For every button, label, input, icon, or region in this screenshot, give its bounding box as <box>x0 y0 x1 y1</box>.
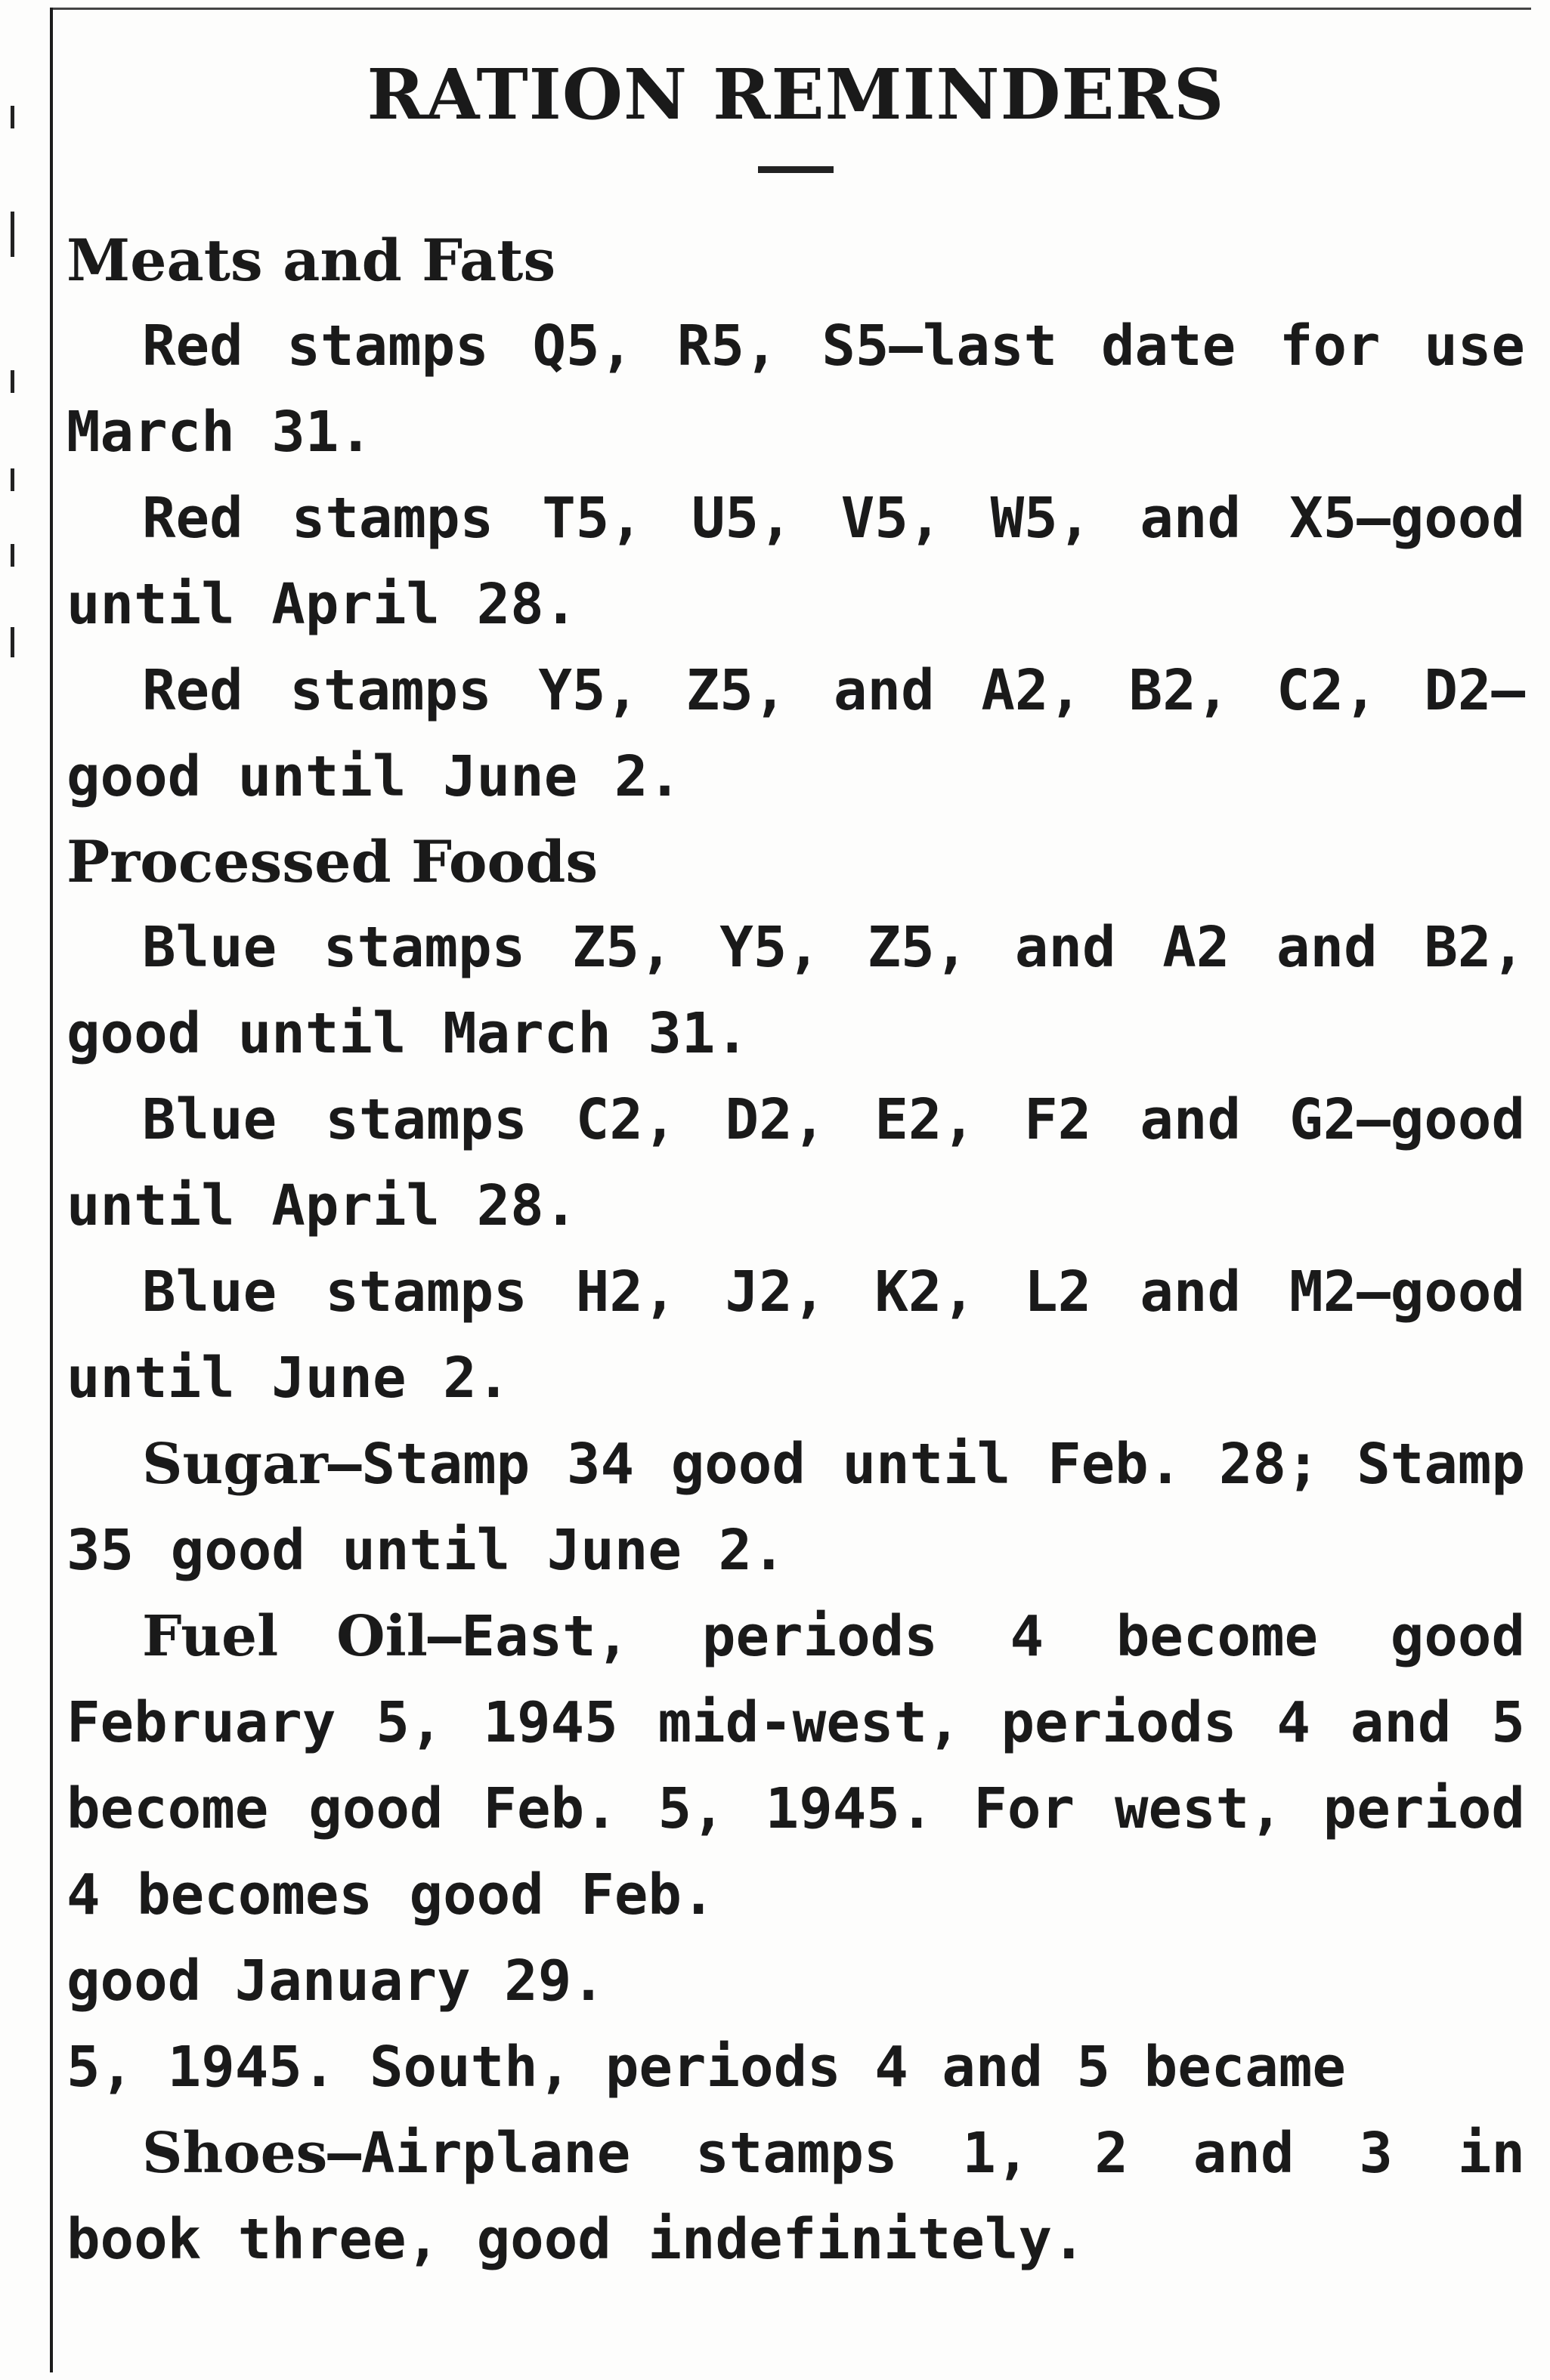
top-border-rule <box>50 8 1531 10</box>
headline: RATION REMINDERS <box>367 54 1225 135</box>
section-heading-processed: Processed Foods <box>67 828 599 895</box>
sugar-text: —Stamp 34 good until Feb. 28; Stamp 35 good until June 2. <box>67 1432 1525 1583</box>
fuel-oil-paragraph <box>67 1593 1525 1938</box>
processed-paragraph-2: Blue stamps C2, D2, E2, F2 and G2—good until April 28. <box>67 1087 1525 1238</box>
meats-paragraph-3: Red stamps Y5, Z5, and A2, B2, C2, D2—good until June 2. <box>67 658 1525 809</box>
scan-edge-mark <box>11 370 14 393</box>
headline-dash <box>758 166 834 173</box>
scan-edge-mark <box>11 544 14 567</box>
article <box>67 53 1525 2283</box>
scan-edge-mark <box>11 468 14 491</box>
scan-edge-mark <box>11 212 14 257</box>
section-heading-meats: Meats and Fats <box>67 227 556 294</box>
sugar-paragraph <box>67 1421 1525 1593</box>
sugar-label: Sugar <box>142 1432 328 1497</box>
meats-paragraph-2: Red stamps T5, U5, V5, W5, and X5—good until April 28. <box>67 486 1525 637</box>
shoes-text: —Airplane stamps 1, 2 and 3 in book three, good indefinitely. <box>67 2121 1525 2272</box>
fuel-oil-line-2: good January 29. <box>67 1949 605 2014</box>
fuel-oil-label: Fuel Oil <box>142 1604 428 1669</box>
shoes-paragraph <box>67 2110 1525 2283</box>
scan-edge-mark <box>11 106 14 128</box>
scan-edge-mark <box>11 627 14 657</box>
fuel-oil-line-3: 5, 1945. South, periods 4 and 5 became <box>67 2035 1346 2100</box>
fuel-oil-text: —East, periods 4 become good February 5, 1945 mid-west, periods 4 and 5 become good Feb. 5, 1945. For west, period 4 becomes good Feb. <box>67 1604 1525 1927</box>
processed-paragraph-1: Blue stamps Z5, Y5, Z5, and A2 and B2, good until March 31. <box>67 915 1525 1066</box>
shoes-label: Shoes <box>142 2121 328 2186</box>
meats-paragraph-1: Red stamps Q5, R5, S5—last date for use March 31. <box>67 314 1525 465</box>
column-rule <box>50 8 53 2372</box>
processed-paragraph-3: Blue stamps H2, J2, K2, L2 and M2—good until June 2. <box>67 1260 1525 1411</box>
